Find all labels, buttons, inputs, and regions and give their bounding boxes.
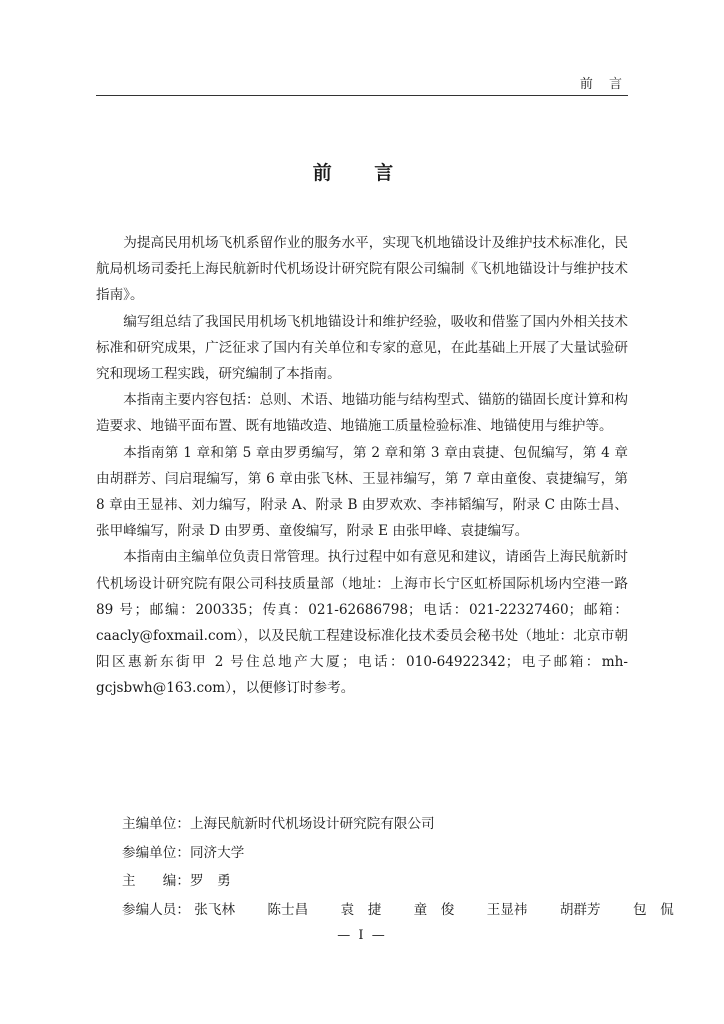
editor-name: 童 俊 <box>413 901 455 918</box>
chief-editor-value: 罗 勇 <box>189 873 231 889</box>
editors-row <box>122 896 674 925</box>
paragraph: 编写组总结了我国民用机场飞机地锚设计和维护经验，吸收和借鉴了国内外相关技术标准和研究成果，广泛征求了国内有关单位和专家的意见，在此基础上开展了大量试验研究和现场工程实践，研究编制了本指南。 <box>96 313 628 383</box>
participating-unit-label: 参编单位： <box>122 844 190 861</box>
chief-editor-label: 主 编： <box>122 873 190 889</box>
header-rule <box>96 95 628 96</box>
editor-name: 袁 捷 <box>340 901 382 918</box>
preface-body <box>96 230 628 702</box>
editors-label: 参编人员： <box>122 901 190 918</box>
running-header: 前 言 <box>579 77 628 92</box>
credits-block <box>122 810 674 924</box>
chief-unit-label: 主编单位： <box>122 816 190 832</box>
editor-name: 陈士昌 <box>267 901 309 918</box>
paragraph: 为提高民用机场飞机系留作业的服务水平，实现飞机地锚设计及维护技术标准化，民航局机场司委托上海民航新时代机场设计研究院有限公司编制《飞机地锚设计与维护技术指南》。 <box>96 235 628 304</box>
participating-unit-value: 同济大学 <box>189 844 245 861</box>
page-number: — I — <box>337 928 387 943</box>
editor-name: 王显祎 <box>486 901 528 918</box>
paragraph: 本指南第 1 章和第 5 章由罗勇编写，第 2 章和第 3 章由袁捷、包侃编写，第 4 章由胡群芳、闫启琨编写，第 6 章由张飞林、王显祎编写，第 7 章由童俊、袁捷编写，第 8 章由王显祎、刘力编写，附录 A、附录 B 由罗欢欢、李祎韬编写，附录 C 由陈士昌、张甲峰编写，附录 D 由罗勇、童俊编写，附录 E 由张甲峰、袁捷编写。 <box>96 444 628 540</box>
participating-unit-row <box>122 839 628 868</box>
chief-unit-value: 上海民航新时代机场设计研究院有限公司 <box>189 816 435 832</box>
editor-name: 胡群芳 <box>559 901 601 918</box>
editor-name: 张飞林 <box>194 901 236 918</box>
paragraph: 本指南由主编单位负责日常管理。执行过程中如有意见和建议，请函告上海民航新时代机场设计研究院有限公司科技质量部（地址：上海市长宁区虹桥国际机场内空港一路 89 号；邮编：200335；传真：021-62686798；电话：021-22327460；邮箱：caacly@foxmail.com），以及民航工程建设标准化技术委员会秘书处（地址：北京市朝阳区惠新东街甲 2 号住总地产大厦；电话：010-64922342；电子邮箱：mh-gcjsbwh@163.com），以便修订时参考。 <box>96 549 628 697</box>
chief-editor-row <box>122 867 628 896</box>
page-title: 前 言 <box>312 162 412 184</box>
editor-name: 包 侃 <box>632 901 674 918</box>
paragraph: 本指南主要内容包括：总则、术语、地锚功能与结构型式、锚筋的锚固长度计算和构造要求、地锚平面布置、既有地锚改造、地锚施工质量检验标准、地锚使用与维护等。 <box>96 392 628 435</box>
chief-unit-row <box>122 810 628 839</box>
